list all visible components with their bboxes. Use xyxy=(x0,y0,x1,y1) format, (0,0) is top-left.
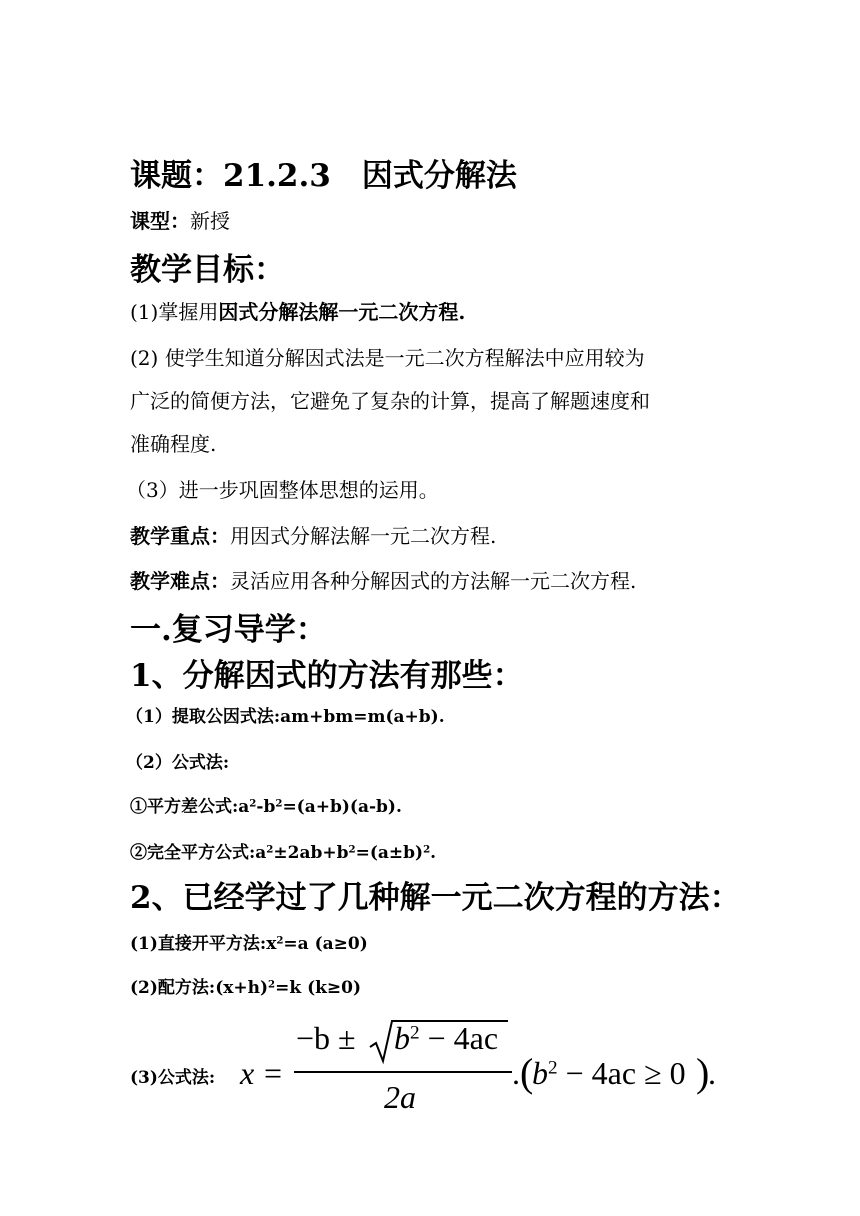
s1-exp: 2 xyxy=(276,934,284,947)
section-1-heading: 一.复习导学： xyxy=(130,612,327,648)
key-point-label: 教学重点： xyxy=(130,524,230,548)
question-1-heading: 1、分解因式的方法有那些： xyxy=(130,658,524,694)
objectives-heading: 教学目标： xyxy=(130,252,285,288)
question-2-heading: 2、已经学过了几种解一元二次方程的方法： xyxy=(130,880,741,916)
condition-exp: 2 xyxy=(548,1057,558,1079)
ps-mid-2: =(a±b) xyxy=(355,843,424,863)
dos-pre: ①平方差公式:a xyxy=(130,797,250,817)
dos-mid: -b xyxy=(256,797,276,817)
ps-exp-1: 2 xyxy=(266,843,274,856)
fraction-bar xyxy=(294,1071,512,1073)
s1-post: =a (a≥0) xyxy=(283,934,368,954)
difference-of-squares xyxy=(130,792,402,817)
dos-post: =(a+b)(a-b). xyxy=(282,797,402,817)
objective-1 xyxy=(130,296,465,325)
lesson-type-label: 课型： xyxy=(130,209,190,233)
s1-pre: (1)直接开平方法:x xyxy=(130,934,277,954)
radicand-exp: 2 xyxy=(410,1022,420,1044)
lesson-title: 课题：21.2.3 因式分解法 xyxy=(130,158,517,194)
radicand-tail: − 4ac xyxy=(419,1020,499,1056)
ps-post: . xyxy=(430,843,437,863)
condition-tail: − 4ac ≥ 0 xyxy=(557,1055,686,1091)
open-paren: ( xyxy=(520,1050,534,1095)
solve-method-1 xyxy=(130,929,368,954)
quadratic-formula xyxy=(236,1015,736,1125)
solve-method-3-label: (3)公式法: xyxy=(130,1068,216,1088)
formula-lhs: x xyxy=(240,1055,255,1091)
formula-numerator xyxy=(296,1020,356,1057)
formula-dot: . xyxy=(512,1055,520,1091)
s2-post: =k (k≥0) xyxy=(275,978,362,998)
numerator-prefix: −b ± xyxy=(296,1020,356,1056)
condition-b: b xyxy=(532,1055,548,1091)
radicand xyxy=(394,1020,498,1057)
solve-method-2 xyxy=(130,973,361,998)
formula-end: . xyxy=(708,1055,716,1091)
dos-exp-1: 2 xyxy=(249,797,257,810)
objective-2-line-1: (2) 使学生知道分解因式法是一元二次方程解法中应用较为 xyxy=(130,346,645,370)
objective-1-prefix: (1)掌握用 xyxy=(130,300,219,324)
objective-2-line-2: 广泛的简便方法，它避免了复杂的计算，提高了解题速度和 xyxy=(130,389,650,413)
objective-3: （3）进一步巩固整体思想的运用。 xyxy=(126,478,439,502)
formula-equals: = xyxy=(264,1055,283,1091)
dos-exp-2: 2 xyxy=(275,797,283,810)
perfect-square xyxy=(130,838,436,863)
lesson-type xyxy=(130,205,230,234)
s2-exp: 2 xyxy=(268,978,276,991)
lesson-type-value: 新授 xyxy=(190,209,230,233)
factor-method-1: （1）提取公因式法:am+bm=m(a+b). xyxy=(126,707,445,727)
s2-pre: (2)配方法:(x+h) xyxy=(130,978,269,998)
radicand-b: b xyxy=(394,1020,410,1056)
ps-exp-2: 2 xyxy=(348,843,356,856)
close-paren: ) xyxy=(696,1050,710,1095)
factor-method-2: （2）公式法: xyxy=(126,753,230,773)
ps-pre: ②完全平方公式:a xyxy=(130,843,267,863)
difficulty-label: 教学难点： xyxy=(130,569,230,593)
key-point xyxy=(130,520,496,549)
ps-mid-1: ±2ab+b xyxy=(273,843,349,863)
difficulty xyxy=(130,565,636,594)
condition xyxy=(532,1055,686,1092)
objective-1-bold: 因式分解法解一元二次方程. xyxy=(218,300,466,324)
key-point-value: 用因式分解法解一元二次方程. xyxy=(230,524,497,548)
ps-exp-3: 2 xyxy=(423,843,431,856)
objective-2-line-3: 准确程度. xyxy=(130,432,217,456)
formula-denominator: 2a xyxy=(384,1079,416,1115)
difficulty-value: 灵活应用各种分解因式的方法解一元二次方程. xyxy=(230,569,637,593)
